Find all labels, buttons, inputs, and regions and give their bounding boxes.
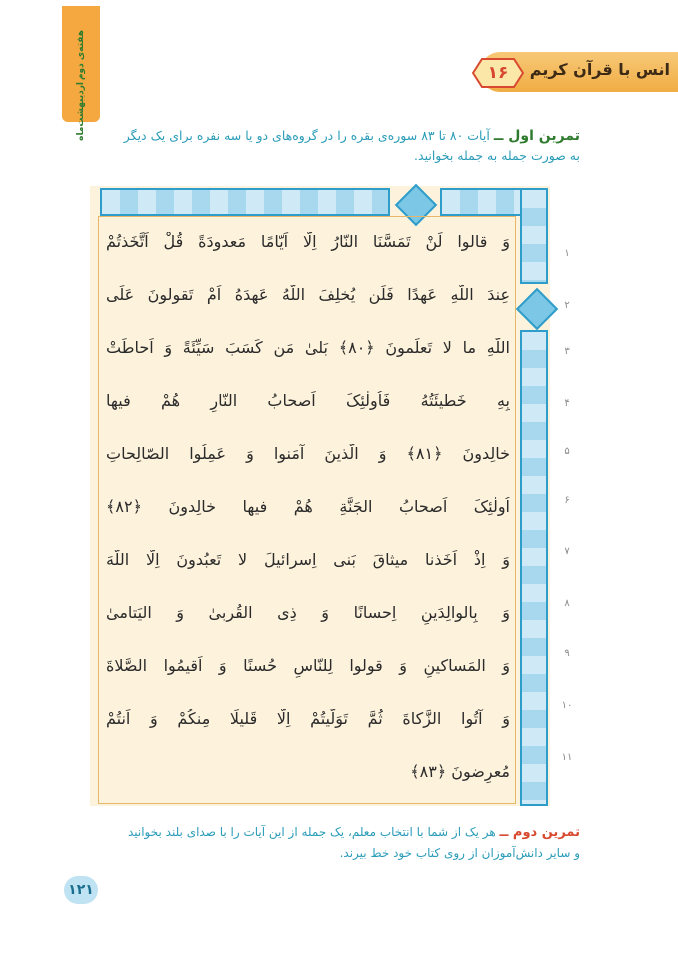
exercise-1-lead: تمرین اول ــ bbox=[493, 128, 580, 144]
ornamental-border-top bbox=[100, 188, 390, 216]
verse-line: اُولٰئِکَ اَصحابُ الجَنَّةِ هُمْ فیها خالِدونَ ﴿۸۲﴾ bbox=[106, 497, 510, 516]
line-number: ۴ bbox=[564, 398, 570, 409]
page-number-badge bbox=[64, 876, 98, 904]
line-number: ۱۰ bbox=[561, 700, 573, 711]
exercise-2-line-1 bbox=[60, 822, 580, 843]
ornamental-border-right bbox=[520, 330, 548, 806]
verse-line: وَ اِذْ اَخَذنا میثاقَ بَنی اِسرائیلَ لا تَعبُدونَ اِلَّا اللّهَ bbox=[106, 550, 510, 569]
verse-line: عِندَ اللّهِ عَهدًا فَلَن یُخلِفَ اللّهُ عَهدَهُ اَمْ تَقولونَ عَلَی bbox=[106, 285, 510, 304]
exercise-2-text-1: هر یک از شما با انتخاب معلم، یک جمله از این آیات را با صدای بلند بخوانید bbox=[127, 825, 496, 839]
lesson-title: انس با قرآن کریم bbox=[529, 60, 670, 79]
exercise-1-text-1: آیات ۸۰ تا ۸۳ سوره‌ی بقره را در گروه‌های دو یا سه نفره برای یک دیگر bbox=[123, 128, 490, 143]
exercise-1-text-2: به صورت جمله به جمله بخوانید. bbox=[414, 148, 580, 163]
verse-line: وَ المَساکینِ وَ قولوا لِلنّاسِ حُسنًا وَ اَقیمُوا الصَّلاةَ bbox=[106, 656, 510, 675]
verse-line: وَ بِالوالِدَینِ اِحسانًا وَ ذِی القُربیٰ وَ الیَتامیٰ bbox=[106, 603, 510, 622]
verse-line: بِهِ خَطیئَتُهُ فَاُولٰئِکَ اَصحابُ النّارِ هُمْ فیها bbox=[106, 391, 510, 410]
exercise-2-lead: تمرین دوم ــ bbox=[499, 825, 580, 840]
line-number: ۸ bbox=[564, 598, 570, 609]
exercise-1-instructions bbox=[70, 126, 580, 166]
line-number: ۶ bbox=[564, 495, 570, 506]
verse-line: وَ آتُوا الزَّکاةَ ثُمَّ تَوَلَّیتُمْ اِلّا قَلیلًا مِنکُمْ وَ اَنتُمْ bbox=[106, 709, 510, 728]
line-number: ۵ bbox=[564, 446, 570, 457]
verse-line: خالِدونَ ﴿۸۱﴾ وَ الَّذینَ آمَنوا وَ عَمِلُوا الصّالِحاتِ bbox=[106, 444, 510, 463]
line-number: ۱۱ bbox=[561, 752, 573, 763]
line-number: ۷ bbox=[564, 546, 570, 557]
exercise-1-line-1 bbox=[70, 126, 580, 146]
side-tab-week: هفته‌ی دوم bbox=[76, 30, 86, 81]
ornamental-border-right-upper bbox=[520, 188, 548, 284]
side-tab-month: اردیبهشت‌ماه bbox=[76, 82, 86, 141]
exercise-2-instructions bbox=[60, 822, 580, 863]
verse-line: اللّهِ ما لا تَعلَمونَ ﴿۸۰﴾ بَلیٰ مَن کَسَبَ سَیِّئَةً وَ اَحاطَتْ bbox=[106, 338, 510, 357]
lesson-number: ۱۶ bbox=[487, 63, 509, 83]
exercise-2-text-2: و سایر دانش‌آموزان از روی کتاب خود خط بیرند. bbox=[339, 846, 580, 860]
verse-line: وَ قالوا لَنْ تَمَسَّنَا النّارُ اِلّا اَیّامًا مَعدودَةً قُلْ اَتَّخَذتُمْ bbox=[106, 232, 510, 251]
page-number: ۱۲۱ bbox=[68, 882, 94, 898]
verse-line: مُعرِضونَ ﴿۸۳﴾ bbox=[410, 762, 510, 781]
week-side-tab bbox=[62, 6, 100, 141]
line-number: ۳ bbox=[564, 346, 570, 357]
line-number: ۹ bbox=[564, 648, 570, 659]
line-number: ۱ bbox=[564, 248, 570, 259]
line-number: ۲ bbox=[564, 300, 570, 311]
